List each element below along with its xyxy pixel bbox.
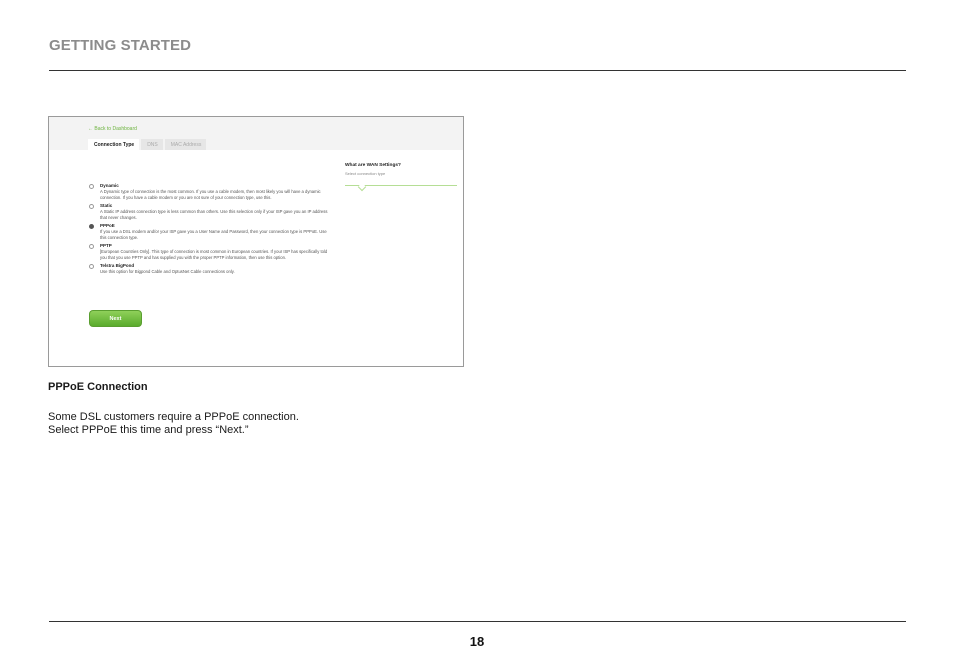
option-description: [European Countries Only]. This type of connection is most common in European countries. If your ISP has specifically told you that you use PPTP and has supplied you with the proper PPTP information, then use this option. [100, 249, 328, 260]
option-description: Use this option for Bigpond Cable and OptusNet Cable connections only. [100, 269, 235, 274]
router-screenshot [48, 116, 464, 367]
option-telstra-bigpond[interactable] [88, 263, 328, 275]
tab-connection-type[interactable]: Connection Type [88, 139, 139, 150]
radio-static[interactable] [89, 204, 94, 209]
help-title: What are WAN Settings? [345, 163, 401, 168]
option-title: PPPoE [100, 223, 115, 228]
option-title: PPTP [100, 243, 112, 248]
tab-mac-address[interactable]: MAC Address [165, 139, 207, 150]
page-number: 18 [469, 634, 485, 649]
radio-telstra-bigpond[interactable] [89, 264, 94, 269]
radio-pppoe[interactable] [89, 224, 94, 229]
help-panel [345, 163, 457, 176]
paragraph-line: Some DSL customers require a PPPoE connection. [48, 411, 299, 423]
paragraph-line: Select PPPoE this time and press “Next.” [48, 424, 249, 436]
option-static[interactable] [88, 203, 328, 221]
option-pppoe[interactable] [88, 223, 328, 241]
connection-type-options [88, 183, 328, 277]
top-divider [49, 70, 906, 71]
option-title: Static [100, 203, 113, 208]
option-description: A Dynamic type of connection is the most common. If you use a cable modem, then most likely you will have a dynamic connection. If you have a cable modem or you are not sure of your connection type, use this. [100, 189, 321, 200]
radio-dynamic[interactable] [89, 184, 94, 189]
bottom-divider [49, 621, 906, 622]
option-dynamic[interactable] [88, 183, 328, 201]
radio-pptp[interactable] [89, 244, 94, 249]
screenshot-header [49, 117, 463, 150]
back-to-dashboard-link[interactable]: ← Back to Dashboard [88, 126, 137, 132]
next-button[interactable]: Next [89, 310, 142, 327]
body-paragraph [48, 411, 299, 437]
option-title: Dynamic [100, 183, 119, 188]
option-description: If you use a DSL modem and/or your ISP gave you a User Name and Password, then your connection type is PPPoE. Use this connection type. [100, 229, 327, 240]
tab-dns[interactable]: DNS [141, 139, 163, 150]
help-subtitle: Select connection type [345, 171, 386, 176]
page-heading: GETTING STARTED [49, 37, 192, 54]
option-description: A Static IP address connection type is less common than others. Use this selection only if your ISP gave you an IP address that never changes. [100, 209, 328, 220]
tab-bar [88, 139, 208, 150]
section-title: PPPoE Connection [48, 381, 148, 393]
option-title: Telstra BigPond [100, 263, 135, 268]
option-pptp[interactable] [88, 243, 328, 261]
